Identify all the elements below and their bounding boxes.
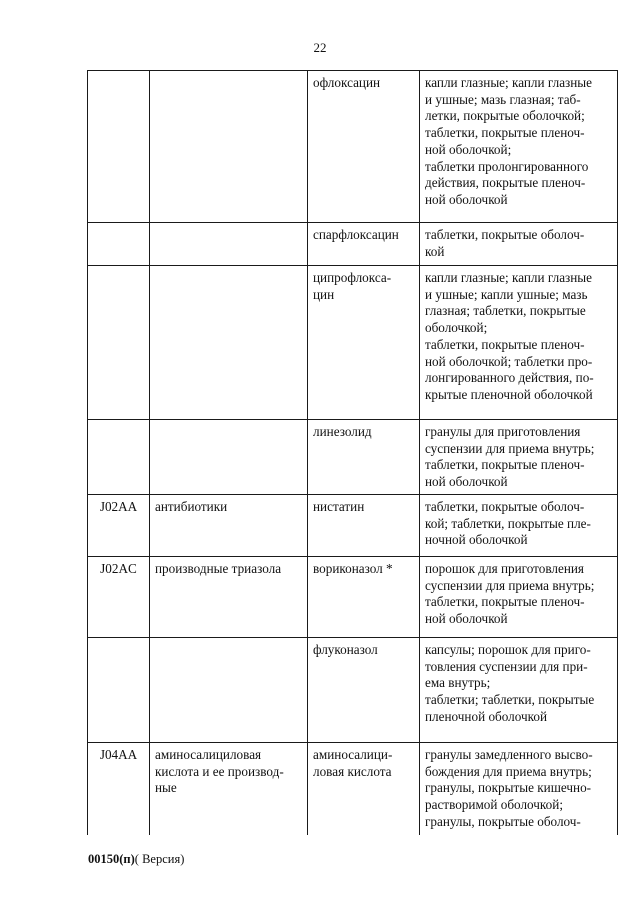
group-line: ные bbox=[155, 780, 177, 796]
group-cell bbox=[150, 637, 308, 742]
dosage-forms-line: кой; таблетки, покрытые пле- bbox=[425, 515, 591, 531]
dosage-forms-cell bbox=[420, 556, 618, 637]
table-row bbox=[88, 266, 618, 420]
dosage-forms-line: гранулы, покрытые оболоч- bbox=[425, 813, 581, 829]
dosage-forms-line: ной оболочкой; bbox=[425, 141, 512, 157]
dosage-forms-line: ной оболочкой bbox=[425, 191, 508, 207]
dosage-forms-line: глазная; таблетки, покрытые bbox=[425, 303, 586, 319]
atc-code-cell bbox=[88, 223, 150, 266]
dosage-forms-line: гранулы замедленного высво- bbox=[425, 746, 593, 762]
page-number: 22 bbox=[313, 40, 327, 55]
dosage-forms-line: ной оболочкой bbox=[425, 474, 508, 490]
atc-code-cell bbox=[88, 556, 150, 637]
atc-code: J04AA bbox=[99, 746, 138, 762]
group-line: кислота и ее производ- bbox=[155, 763, 284, 779]
dosage-forms-line: ной оболочкой bbox=[425, 610, 508, 626]
group-cell bbox=[150, 71, 308, 223]
drug-name-line: флуконазол bbox=[313, 641, 378, 657]
atc-code-cell bbox=[88, 494, 150, 556]
dosage-forms-line: растворимой оболочкой; bbox=[425, 796, 563, 812]
atc-code-cell bbox=[88, 420, 150, 495]
group-cell bbox=[150, 420, 308, 495]
drug-table bbox=[87, 70, 618, 835]
footer-document-code: 00150(п) bbox=[88, 852, 135, 866]
dosage-forms-line: таблетки, покрытые оболоч- bbox=[425, 227, 585, 242]
table-row bbox=[88, 556, 618, 637]
dosage-forms-line: ной оболочкой; таблетки про- bbox=[425, 353, 593, 369]
drug-name-line: нистатин bbox=[313, 498, 365, 514]
dosage-forms-line: суспензии для приема внутрь; bbox=[425, 440, 595, 456]
atc-code-cell bbox=[88, 71, 150, 223]
dosage-forms-cell bbox=[420, 420, 618, 495]
dosage-forms-line: ема внутрь; bbox=[425, 675, 491, 691]
footer bbox=[88, 852, 184, 867]
drug-name-cell bbox=[308, 556, 420, 637]
group-line: антибиотики bbox=[155, 498, 228, 514]
dosage-forms-line: летки, покрытые оболочкой; bbox=[425, 108, 585, 124]
drug-name-cell bbox=[308, 223, 420, 266]
dosage-forms-line: действия, покрытые пленоч- bbox=[425, 175, 586, 191]
dosage-forms-line: таблетки, покрытые пленоч- bbox=[425, 336, 585, 352]
table-row bbox=[88, 71, 618, 223]
table-body bbox=[88, 71, 618, 836]
group-cell bbox=[150, 556, 308, 637]
drug-name-cell bbox=[308, 637, 420, 742]
dosage-forms-line: таблетки, покрытые пленоч- bbox=[425, 594, 585, 610]
atc-code-cell bbox=[88, 742, 150, 835]
dosage-forms-line: таблетки, покрытые оболоч- bbox=[425, 498, 585, 514]
dosage-forms-cell bbox=[420, 494, 618, 556]
drug-name-cell bbox=[308, 742, 420, 835]
dosage-forms-line: таблетки, покрытые пленоч- bbox=[425, 125, 585, 141]
dosage-forms-line: таблетки, покрытые пленоч- bbox=[425, 457, 585, 473]
dosage-forms-cell bbox=[420, 266, 618, 420]
table-row bbox=[88, 420, 618, 495]
table-row bbox=[88, 223, 618, 266]
group-cell bbox=[150, 266, 308, 420]
group-cell bbox=[150, 742, 308, 835]
dosage-forms-line: гранулы для приготовления bbox=[425, 424, 581, 439]
drug-name-cell bbox=[308, 420, 420, 495]
drug-name-cell bbox=[308, 494, 420, 556]
dosage-forms-line: порошок для приготовления bbox=[425, 560, 585, 576]
group-line: производные триазола bbox=[155, 560, 282, 576]
drug-name-line: офлоксацин bbox=[313, 75, 381, 90]
dosage-forms-line: таблетки; таблетки, покрытые bbox=[425, 691, 595, 707]
dosage-forms-cell bbox=[420, 637, 618, 742]
group-cell bbox=[150, 494, 308, 556]
dosage-forms-cell bbox=[420, 742, 618, 835]
dosage-forms-line: капсулы; порошок для приго- bbox=[425, 641, 591, 657]
dosage-forms-line: бождения для приема внутрь; bbox=[425, 763, 592, 779]
group-cell bbox=[150, 223, 308, 266]
table-row bbox=[88, 637, 618, 742]
dosage-forms-cell bbox=[420, 71, 618, 223]
drug-name-cell bbox=[308, 71, 420, 223]
dosage-forms-line: оболочкой; bbox=[425, 320, 488, 336]
drug-name-line: аминосалици- bbox=[313, 746, 393, 762]
dosage-forms-line: и ушные; мазь глазная; таб- bbox=[425, 91, 581, 107]
drug-name-line: ципрофлокса- bbox=[313, 270, 392, 285]
table-row bbox=[88, 742, 618, 835]
dosage-forms-line: товления суспензии для при- bbox=[425, 658, 588, 674]
atc-code: J02AC bbox=[100, 560, 137, 576]
dosage-forms-line: лонгированного действия, по- bbox=[425, 370, 594, 386]
dosage-forms-line: таблетки пролонгированного bbox=[425, 158, 589, 174]
atc-code-cell bbox=[88, 266, 150, 420]
drug-name-line: линезолид bbox=[313, 424, 372, 439]
drug-name-line: вориконазол * bbox=[313, 560, 393, 576]
drug-name-line: цин bbox=[313, 286, 335, 302]
dosage-forms-line: суспензии для приема внутрь; bbox=[425, 577, 595, 593]
drug-name-line: ловая кислота bbox=[313, 763, 392, 779]
dosage-forms-line: и ушные; капли ушные; мазь bbox=[425, 286, 588, 302]
atc-code-cell bbox=[88, 637, 150, 742]
footer-version: ( Версия) bbox=[134, 852, 185, 866]
dosage-forms-line: пленочной оболочкой bbox=[425, 708, 548, 724]
dosage-forms-line: капли глазные; капли глазные bbox=[425, 270, 593, 285]
dosage-forms-line: крытые пленочной оболочкой bbox=[425, 386, 593, 402]
dosage-forms-line: кой bbox=[425, 243, 445, 259]
atc-code: J02AA bbox=[99, 498, 138, 514]
table-row bbox=[88, 494, 618, 556]
dosage-forms-cell bbox=[420, 223, 618, 266]
drug-name-line: спарфлоксацин bbox=[313, 227, 399, 242]
drug-name-cell bbox=[308, 266, 420, 420]
dosage-forms-line: ночной оболочкой bbox=[425, 532, 528, 548]
dosage-forms-line: гранулы, покрытые кишечно- bbox=[425, 780, 592, 796]
group-line: аминосалициловая bbox=[155, 746, 262, 762]
dosage-forms-line: капли глазные; капли глазные bbox=[425, 75, 593, 90]
